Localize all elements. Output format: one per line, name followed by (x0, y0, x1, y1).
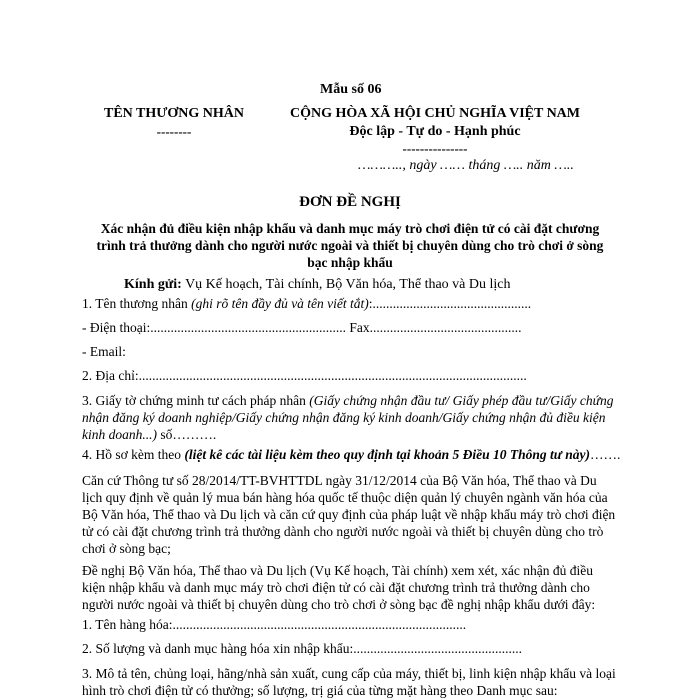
legal-basis-paragraph: Căn cứ Thông tư số 28/2014/TT-BVHTTDL ngày 31/12/2014 của Bộ Văn hóa, Thể thao và Du lịch quy định về quản lý mua bán hàng hóa quốc tế thuộc diện quản lý chuyên ngành văn hóa của Bộ Văn hóa, Thể thao và Du lịch và căn cứ quy định của pháp luật về nhập khẩu máy trò chơi điện tử có cài đặt chương trình trả thưởng dành cho người nước ngoài và thiết bị chuyên dùng cho trò chơi ở sòng bạc; (82, 473, 616, 556)
attachments-field (82, 447, 620, 463)
address-field: 2. Địa chỉ:................................................................................................................... (82, 368, 527, 383)
trader-name-label: 1. Tên thương nhân (82, 296, 192, 311)
document-subtitle: Xác nhận đủ điều kiện nhập khẩu và danh mục máy trò chơi điện tử có cài đặt chương trình trả thưởng dành cho người nước ngoài và thiết bị chuyên dùng cho trò chơi ở sòng bạc nhập khẩu (96, 221, 604, 270)
trader-name-blank: :............................................... (368, 296, 532, 311)
trader-name-heading: TÊN THƯƠNG NHÂN (103, 106, 244, 121)
email-field: - Email: (82, 344, 126, 359)
legal-status-number: số………. (157, 427, 217, 442)
description-field: 3. Mô tả tên, chủng loại, hãng/nhà sản xuất, cung cấp của máy, thiết bị, linh kiện nhập khẩu và loại hình trò chơi điện tử có thưởng; số lượng, trị giá của từng mặt hàng theo Danh mục sau: (82, 666, 616, 698)
national-motto: Độc lập - Tự do - Hạnh phúc (349, 124, 521, 139)
quantity-field: 2. Số lượng và danh mục hàng hóa xin nhập khẩu:.................................................. (82, 641, 523, 656)
recipient-line (124, 277, 511, 293)
attachments-label: 4. Hồ sơ kèm theo (82, 447, 185, 462)
legal-status-field (82, 392, 618, 443)
request-paragraph: Đề nghị Bộ Văn hóa, Thể thao và Du lịch (Vụ Kế hoạch, Tài chính) xem xét, xác nhận đủ điều kiện nhập khẩu và danh mục máy trò chơi điện tử có cài đặt chương trình trả thưởng dành cho người nước ngoài và thiết bị chuyên dùng cho trò chơi ở sòng bạc đề nghị nhập khẩu dưới đây: (82, 563, 596, 612)
legal-status-label: 3. Giấy tờ chứng minh tư cách pháp nhân (82, 393, 310, 408)
date-line: ……….., ngày …… tháng ….. năm ….. (358, 158, 574, 173)
attachments-hint: (liệt kê các tài liệu kèm theo quy định tại khoản 5 Điều 10 Thông tư này) (184, 447, 590, 462)
document-title: ĐƠN ĐỀ NGHỊ (299, 194, 401, 210)
attachments-blank: ……. (589, 447, 621, 462)
recipient-label: Kính gửi: (124, 277, 182, 292)
trader-name-field (82, 296, 531, 312)
phone-fax-field: - Điện thoại:.......................................................... Fax............................................. (82, 320, 522, 335)
legal-status-hint: (Giấy chứng nhận đầu tư/ Giấy phép đầu tư/Giấy chứng nhận đăng ký doanh nghiệp/Giấy chứng nhận đăng ký kinh doanh/Giấy chứng nhận đủ điều kiện kinh doanh...) (82, 393, 614, 442)
motto-divider: --------------- (402, 141, 468, 156)
national-title: CỘNG HÒA XÃ HỘI CHỦ NGHĨA VIỆT NAM (289, 106, 580, 121)
trader-name-hint: (ghi rõ tên đầy đủ và tên viết tắt) (191, 296, 369, 311)
goods-name-field: 1. Tên hàng hóa:....................................................................................... (82, 617, 467, 632)
trader-divider: -------- (156, 124, 192, 139)
recipient-value: Vụ Kế hoạch, Tài chính, Bộ Văn hóa, Thể thao và Du lịch (185, 277, 511, 292)
form-number: Mẫu số 06 (320, 82, 382, 97)
